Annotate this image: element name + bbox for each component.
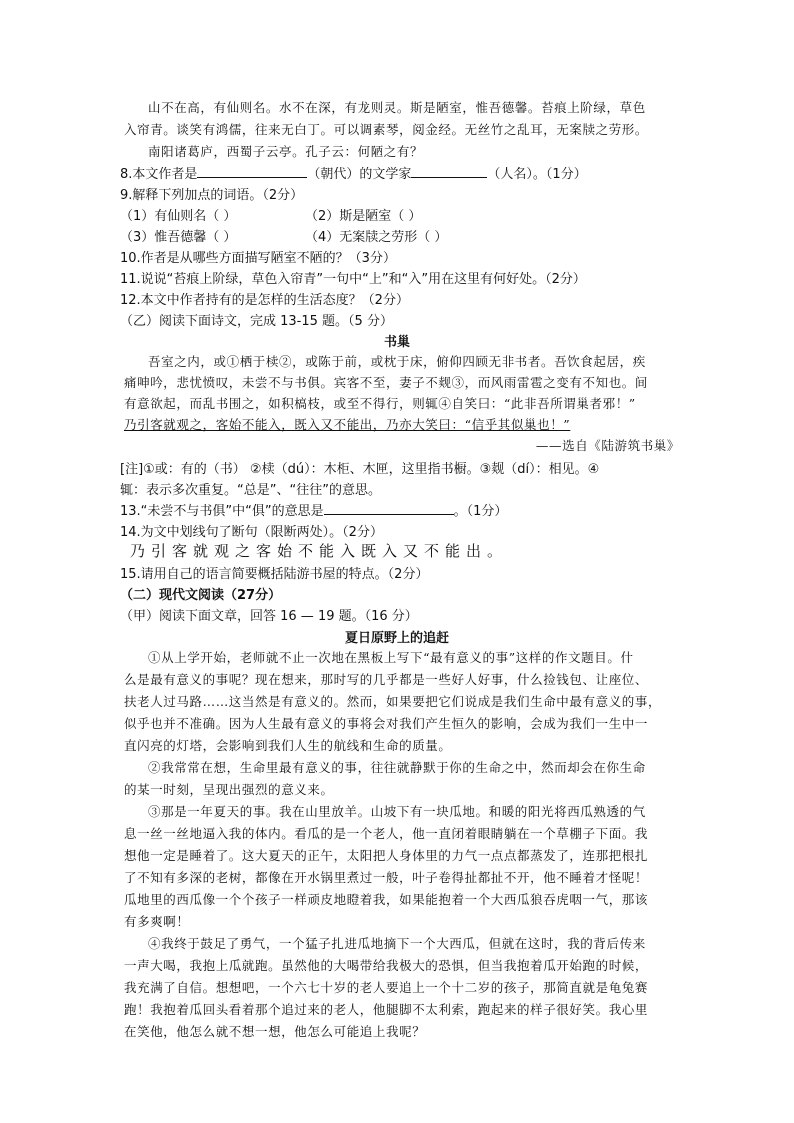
article-line: 似乎也并不准确。因为人生最有意义的事将会对我们产生恒久的影响，会成为我们一生中一 [124, 716, 649, 731]
question-12: 12.本文中作者持有的是怎样的生活态度？（2分） [120, 293, 409, 308]
question-9-item: （2）斯是陋室（ ） [305, 209, 422, 224]
passage-b-line: 痛呻吟，悲忧愤叹，未尝不与书俱。宾客不至，妻子不觌③，而风雨雷雹之变有不知也。间 [124, 375, 649, 390]
article-line: 我充满了自信。想想吧，一个六七十岁的老人要追上一个十二岁的孩子，那简直就是龟兔赛 [124, 980, 649, 995]
article-line: 一声大喝，我抱上瓜就跑。虽然他的大喝带给我极大的恐惧，但当我抱着瓜开始跑的时候， [124, 958, 649, 973]
article-line: 在笑他，他怎么就不想一想，他怎么可能追上我呢？ [124, 1024, 426, 1039]
passage-b-line: 吾室之内，或①栖于椟②，或陈于前，或枕于床，俯仰四顾无非书者。吾饮食起居，疾 [148, 354, 646, 369]
article-line: ②我常常在想，生命里最有意义的事，往往就静默于你的生命之中，然而却会在你生命 [148, 760, 646, 775]
question-9: 9.解释下列加点的词语。（2分） [120, 188, 304, 203]
article-line: 了不知有多深的老树，都像在开水锅里煮过一般，叶子卷得扯都扯不开，他不睡着才怪呢！ [124, 870, 649, 885]
answer-blank[interactable] [411, 165, 487, 178]
annotation-note: 辄：表示多次重复。“总是”、“往往”的意思。 [120, 483, 381, 498]
passage-b-underlined-line: 乃引客就观之，客始不能入，既入又不能出，乃亦大笑曰：“信乎其似巢也！” [124, 417, 571, 432]
question-13 [120, 500, 507, 519]
article-line: 瓜地里的西瓜像一个个孩子一样顽皮地瞪着我，如果能抱着一个大西瓜狼吞虎咽一气，那该 [124, 892, 649, 907]
article-line: ①从上学开始，老师就不止一次地在黑板上写下“最有意义的事”这样的作文题目。什 [148, 650, 634, 665]
passage-a-line: 南阳诸葛庐，西蜀子云亭。孔子云：何陋之有？ [148, 144, 424, 159]
section-b-intro: （乙）阅读下面诗文，完成 13-15 题。（5 分） [120, 314, 393, 329]
passage-b-source: ——选自《陆游筑书巢》 [535, 438, 680, 453]
question-13-text: 13.“未尝不与书俱”中“俱”的意思是 [120, 504, 324, 519]
question-11: 11.说说“苔痕上阶绿，草色入帘青”一句中“上”和“入”用在这里有何好处。（2分） [120, 272, 586, 287]
section-2-intro: （甲）阅读下面文章，回答 16 — 19 题。（16 分） [120, 609, 418, 624]
question-9-item: （4）无案牍之劳形（ ） [305, 230, 448, 245]
answer-blank[interactable] [324, 502, 454, 515]
article-line: ④我终于鼓足了勇气，一个猛子扎进瓜地摘下一个大西瓜，但就在这时，我的背后传来 [148, 936, 646, 951]
article-line: 想他一定是睡着了。这大夏天的正午，太阳把人身体里的力气一点点都蒸发了，连那把根扎 [124, 848, 649, 863]
section-2-heading: （二）现代文阅读（27分） [120, 588, 282, 603]
annotation-note: [注]①或：有的（书） ②椟（dú）：木柜、木匣，这里指书橱。③觌（dí）：相见。④ [120, 462, 600, 477]
article-title: 夏日原野上的追赶 [344, 631, 449, 646]
section-b-title: 书巢 [383, 335, 410, 350]
article-line: 么是最有意义的事呢？现在想来，那时写的几乎都是一些好人好事，什么捡钱包、让座位、 [124, 672, 649, 687]
passage-b-line: 有意欲起，而乱书围之，如积槁枝，或至不得行，则辄④自笑曰：“此非吾所谓巢者邪！” [124, 396, 636, 411]
question-8-text: 8.本文作者是 [120, 167, 198, 182]
article-line: 跑！我抱着瓜回头看着那个追过来的老人，他腿脚不太利索，跑起来的样子很好笑。我心里 [124, 1002, 649, 1017]
question-9-item: （1）有仙则名（ ） [120, 209, 237, 224]
passage-a-line: 入帘青。谈笑有鸿儒，往来无白丁。可以调素琴，阅金经。无丝竹之乱耳，无案牍之劳形。 [124, 122, 649, 137]
article-line: 扶老人过马路……这当然是有意义的。然而，如果要把它们说成是我们生命中最有意义的事， [124, 694, 662, 709]
article-line: 的某一时刻，呈现出强烈的意义来。 [124, 782, 334, 797]
question-15: 15.请用自己的语言简要概括陆游书屋的特点。（2分） [120, 567, 429, 582]
article-line: 有多爽啊！ [124, 914, 190, 929]
question-9-item: （3）惟吾德馨（ ） [120, 230, 237, 245]
question-14-sentence: 乃引客就观之客始不能入既入又不能出。 [130, 542, 509, 560]
answer-blank[interactable] [197, 165, 307, 178]
question-13-text: 。（1分） [453, 504, 508, 519]
article-line: 息一丝一丝地逼入我的体内。看瓜的是一个老人，他一直闭着眼睛躺在一个草棚子下面。我 [124, 826, 649, 841]
article-line: 直闪亮的灯塔，会影响到我们人生的航线和生命的质量。 [124, 738, 452, 753]
question-8 [120, 163, 587, 182]
question-8-text: （朝代）的文学家 [307, 167, 412, 182]
passage-a-line: 山不在高，有仙则名。水不在深，有龙则灵。斯是陋室，惟吾德馨。苔痕上阶绿，草色 [148, 100, 646, 115]
question-10: 10.作者是从哪些方面描写陋室不陋的？（3分） [120, 251, 396, 266]
question-8-text: （人名）。（1分） [487, 167, 587, 182]
article-line: ③那是一年夏天的事。我在山里放羊。山坡下有一块瓜地。和暖的阳光将西瓜熟透的气 [148, 804, 646, 819]
question-14: 14.为文中划线句了断句（限断两处）。（2分） [120, 525, 383, 540]
